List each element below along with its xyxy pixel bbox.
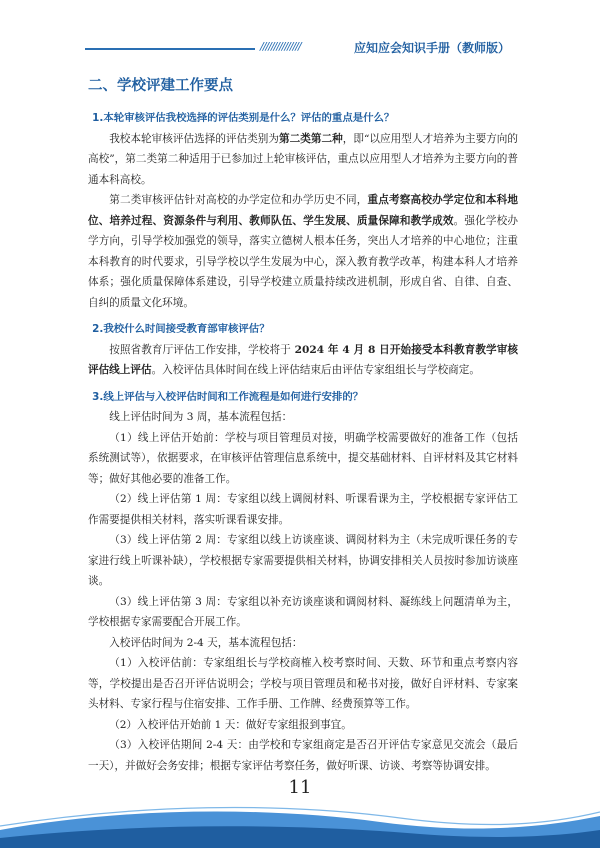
- header-slashes: ///////////////: [260, 40, 301, 53]
- online-step: （2）线上评估第 1 周：专家组以线上调阅材料、听课看课为主，学校根据专家评估工作需要提供相关材料，落实听课看课安排。: [88, 493, 518, 526]
- onsite-step: （2）入校评估开始前 1 天：做好专家组报到事宜。: [109, 718, 352, 731]
- onsite-step: （3）入校评估期间 2-4 天：由学校和专家组商定是否召开评估专家意见交流会（最后一天），并做好会务安排；根据专家评估考察任务，做好听课、访谈、考察等协调安排。: [88, 739, 518, 772]
- online-intro: 线上评估时间为 3 周，基本流程包括：: [109, 411, 293, 423]
- page-number: 11: [288, 777, 312, 798]
- header-title: 应知应会知识手册（教师版）: [354, 41, 511, 55]
- online-step: （1）线上评估开始前：学校与项目管理员对接，明确学校需要做好的准备工作（包括系统测试等），依据要求，在审核评估管理信息系统中，提交基础材料、自评材料及其它材料等；做好其他必要的准备工作。: [88, 431, 518, 485]
- online-step: （3）线上评估第 3 周：专家组以补充访谈座谈和调阅材料、凝练线上问题清单为主，学校根据专家需要配合开展工作。: [88, 595, 518, 628]
- onsite-intro: 入校评估时间为 2-4 天，基本流程包括：: [109, 636, 303, 649]
- online-step: （3）线上评估第 2 周：专家组以线上访谈座谈、调阅材料为主（未完成听课任务的专家进行线上听课补缺），学校根据专家需要提供相关材料，协调安排相关人员按时参加访谈座谈。: [88, 534, 518, 587]
- document-body: [88, 102, 518, 776]
- section-title: 二、学校评建工作要点: [88, 78, 233, 94]
- footer-wave-decoration: [0, 788, 600, 848]
- q1-paragraph-2: 第二类审核评估针对高校的办学定位和办学历史不同，重点考察高校办学定位和本科地位、培养过程、资源条件与利用、教师队伍、学生发展、质量保障和教学成效。强化学校办学方向，引导学校加强党的领导，落实立德树人根本任务，突出人才培养的中心地位；注重本科教育的时代要求，引导学校以学生发展为中心，深入教育教学改革，构建本科人才培养体系；强化质量保障体系建设，引导学校建立质量持续改进机制，形成自省、自律、自查、自纠的质量文化环境。: [88, 194, 519, 309]
- question-2-title: 2.我校什么时间接受教育部审核评估？: [92, 323, 270, 335]
- question-3-title: 3.线上评估与入校评估时间和工作流程是如何进行安排的？: [92, 390, 364, 403]
- q1-paragraph-1: 我校本轮审核评估选择的评估类别为第二类第二种，即“以应用型人才培养为主要方向的高校”，第二类第二种适用于已参加过上轮审核评估，重点以应用型人才培养为主要方向的普通本科高校。: [88, 132, 519, 186]
- page-header: [0, 38, 600, 60]
- question-1-title: 1.本轮审核评估我校选择的评估类别是什么？评估的重点是什么？: [92, 112, 395, 124]
- q2-paragraph: 按照省教育厅评估工作安排，学校将于 2024 年 4 月 8 日开始接受本科教育教学审核评估线上评估。入校评估具体时间在线上评估结束后由评估专家组组长与学校商定。: [88, 343, 519, 376]
- onsite-step: （1）入校评估前：专家组组长与学校商榷入校考察时间、天数、环节和重点考察内容等，学校提出是否召开评估说明会；学校与项目管理员和秘书对接，做好自评材料、专家案头材料、专家行程与住宿安排、工作手册、工作牌、经费预算等工作。: [88, 657, 518, 710]
- header-rule: [85, 48, 255, 50]
